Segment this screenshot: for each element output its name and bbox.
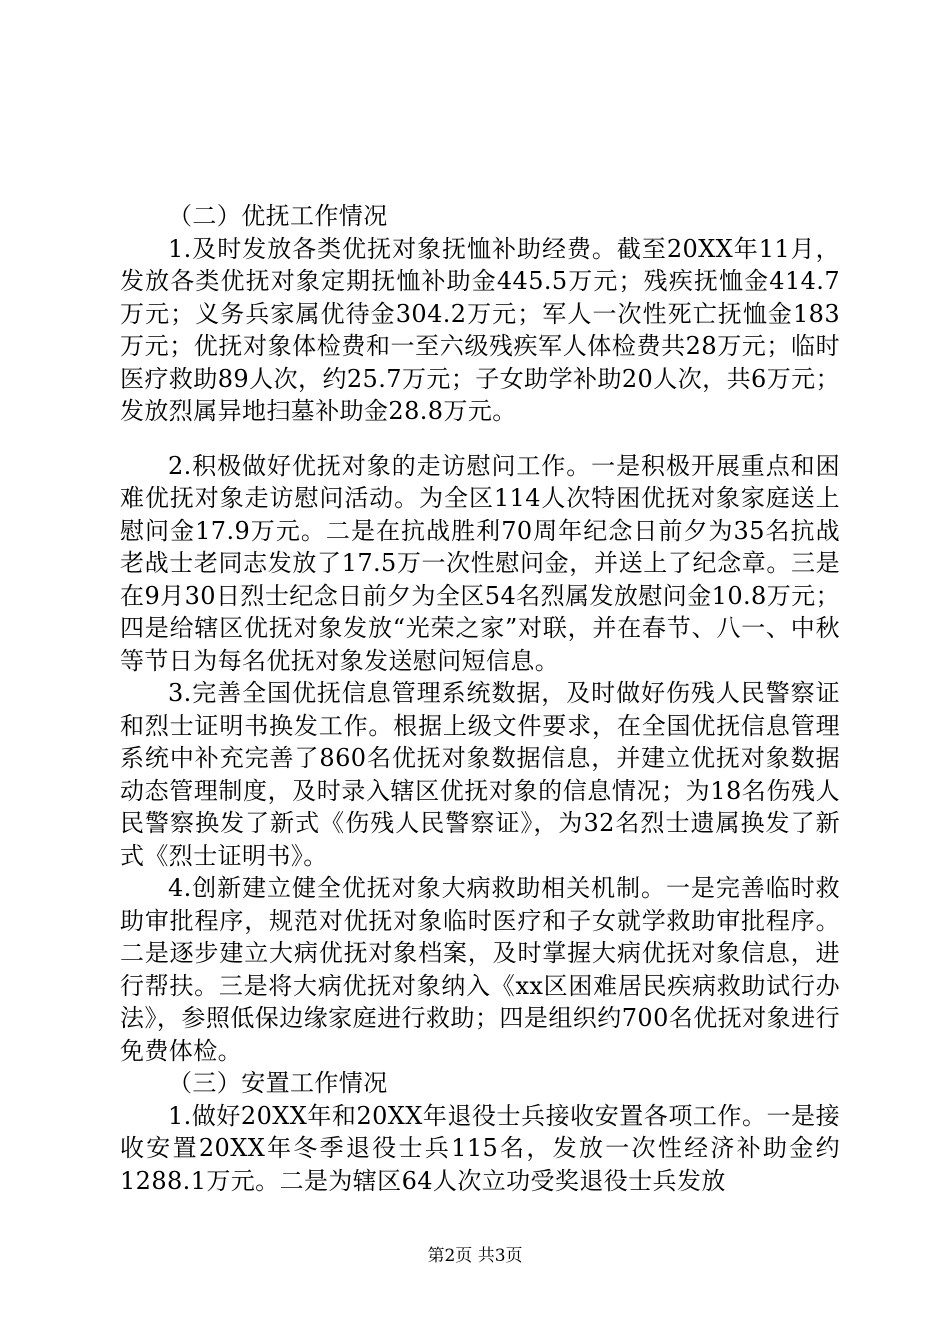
paragraph-illness-assistance: 4.创新建立健全优抚对象大病救助相关机制。一是完善临时救助审批程序，规范对优抚对象临时医疗和子女就学救助审批程序。二是逐步建立大病优抚对象档案，及时掌握大病优抚对象信息，进行帮扶。三是将大病优抚对象纳入《xx区困难居民疾病救助试行办法》，参照低保边缘家庭进行救助；四是组织约700名优抚对象进行免费体检。 (120, 874, 840, 1065)
paragraph-visits-condolences: 2.积极做好优抚对象的走访慰问工作。一是积极开展重点和困难优抚对象走访慰问活动。为全区114人次特困优抚对象家庭送上慰问金17.9万元。二是在抗战胜利70周年纪念日前夕为35名抗战老战士老同志发放了17.5万一次性慰问金，并送上了纪念章。三是在9月30日烈士纪念日前夕为全区54名烈属发放慰问金10.8万元；四是给辖区优抚对象发放“光荣之家”对联，并在春节、八一、中秋等节日为每名优抚对象发送慰问短信息。 (120, 451, 840, 675)
paragraph-veteran-resettlement: 1.做好20XX年和20XX年退役士兵接收安置各项工作。一是接收安置20XX年冬季退役士兵115名，发放一次性经济补助金约1288.1万元。二是为辖区64人次立功受奖退役士兵发放 (120, 1101, 840, 1195)
page-number: 第2页 共3页 (427, 1246, 523, 1266)
page-footer (0, 1241, 950, 1266)
section-heading-resettlement: （三）安置工作情况 (168, 1069, 388, 1097)
paragraph-information-system: 3.完善全国优抚信息管理系统数据，及时做好伤残人民警察证和烈士证明书换发工作。根据上级文件要求，在全国优抚信息管理系统中补充完善了860名优抚对象数据信息，并建立优抚对象数据动态管理制度，及时录入辖区优抚对象的信息情况；为18名伤残人民警察换发了新式《伤残人民警察证》，为32名烈士遗属换发了新式《烈士证明书》。 (120, 679, 840, 870)
paragraph-subsidy-funds: 1.及时发放各类优抚对象抚恤补助经费。截至20XX年11月，发放各类优抚对象定期抚恤补助金445.5万元；残疾抚恤金414.7万元；义务兵家属优待金304.2万元；军人一次性死亡抚恤金183万元；优抚对象体检费和一至六级残疾军人体检费共28万元；临时医疗救助89人次，约25.7万元；子女助学补助20人次，共6万元；发放烈属异地扫墓补助金28.8万元。 (120, 234, 840, 425)
document-body (120, 200, 840, 1197)
section-heading-youfu: （二）优抚工作情况 (168, 202, 388, 230)
